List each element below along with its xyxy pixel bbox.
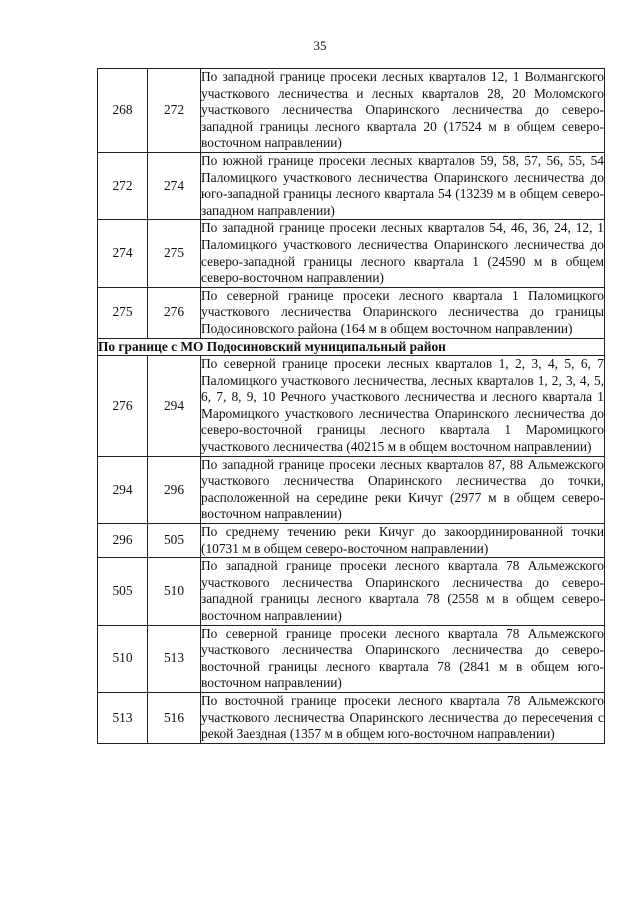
point-from: 510: [98, 625, 148, 692]
page-number: 35: [313, 38, 327, 53]
section-heading-row: [98, 338, 605, 356]
table-row: [98, 287, 605, 338]
point-to: 276: [148, 287, 201, 338]
point-to: 296: [148, 456, 201, 523]
boundary-description: По южной границе просеки лесных кварталов 59, 58, 57, 56, 55, 54 Паломицкого участкового лесничества Опаринского лесничества до юго-западной границы лесного квартала 54 (13239 м в общем северо-западном направлении): [201, 152, 605, 219]
table-row: [98, 625, 605, 692]
boundary-description: По западной границе просеки лесных кварталов 87, 88 Альмежского участкового лесничества Опаринского лесничества до точки, расположенной на середине реки Кичуг (2977 м в общем северо-восточном направлении): [201, 456, 605, 523]
table-row: [98, 558, 605, 625]
point-to: 274: [148, 152, 201, 219]
section-heading: По границе с МО Подосиновский муниципальный район: [98, 338, 605, 356]
table-row: [98, 69, 605, 153]
point-from: 275: [98, 287, 148, 338]
table-row: [98, 220, 605, 287]
table-row: [98, 152, 605, 219]
point-to: 516: [148, 692, 201, 743]
point-from: 513: [98, 692, 148, 743]
boundary-description: По среднему течению реки Кичуг до закоординированной точки (10731 м в общем северо-восточном направлении): [201, 524, 605, 558]
point-from: 276: [98, 356, 148, 457]
point-to: 510: [148, 558, 201, 625]
point-from: 296: [98, 524, 148, 558]
table-row: [98, 456, 605, 523]
table-row: [98, 356, 605, 457]
table-row: [98, 524, 605, 558]
boundary-description: По западной границе просеки лесных кварталов 54, 46, 36, 24, 12, 1 Паломицкого участкового лесничества Опаринского лесничества до северо-западной границы лесного квартала 1 (24590 м в общем северо-восточном направлении): [201, 220, 605, 287]
table-row: [98, 692, 605, 743]
point-to: 272: [148, 69, 201, 153]
point-to: 275: [148, 220, 201, 287]
boundary-description: По северной границе просеки лесных кварталов 1, 2, 3, 4, 5, 6, 7 Паломицкого участкового лесничества, лесных кварталов 1, 2, 3, 4, 5, 6, 7, 8, 9, 10 Речного участкового лесничества и лесного квартала 1 Маромицкого участкового лесничества Опаринского лесничества до северо-восточной границы лесного квартала 1 Маромицкого участкового лесничества (40215 м в общем восточном направлении): [201, 356, 605, 457]
point-from: 505: [98, 558, 148, 625]
boundary-description: По северной границе просеки лесного квартала 1 Паломицкого участкового лесничества Опаринского лесничества до границы Подосиновского района (164 м в общем восточном направлении): [201, 287, 605, 338]
point-from: 272: [98, 152, 148, 219]
point-from: 274: [98, 220, 148, 287]
boundary-description: По западной границе просеки лесного квартала 78 Альмежского участкового лесничества Опаринского лесничества до северо-западной границы лесного квартала 78 (2558 м в общем северо-восточном направлении): [201, 558, 605, 625]
boundary-description: По западной границе просеки лесных кварталов 12, 1 Волмангского участкового лесничества и лесных кварталов 28, 20 Моломского участкового лесничества Опаринского лесничества до северо-западной границы лесного квартала 20 (17524 м в общем северо-восточном направлении): [201, 69, 605, 153]
point-to: 513: [148, 625, 201, 692]
boundary-description: По восточной границе просеки лесного квартала 78 Альмежского участкового лесничества Опаринского лесничества до пересечения с рекой Заездная (1357 м в общем юго-восточном направлении): [201, 692, 605, 743]
boundary-table: [97, 68, 605, 744]
boundary-description: По северной границе просеки лесного квартала 78 Альмежского участкового лесничества Опаринского лесничества до северо-восточной границы лесного квартала 78 (2841 м в общем юго-восточном направлении): [201, 625, 605, 692]
point-from: 294: [98, 456, 148, 523]
point-to: 294: [148, 356, 201, 457]
point-to: 505: [148, 524, 201, 558]
point-from: 268: [98, 69, 148, 153]
